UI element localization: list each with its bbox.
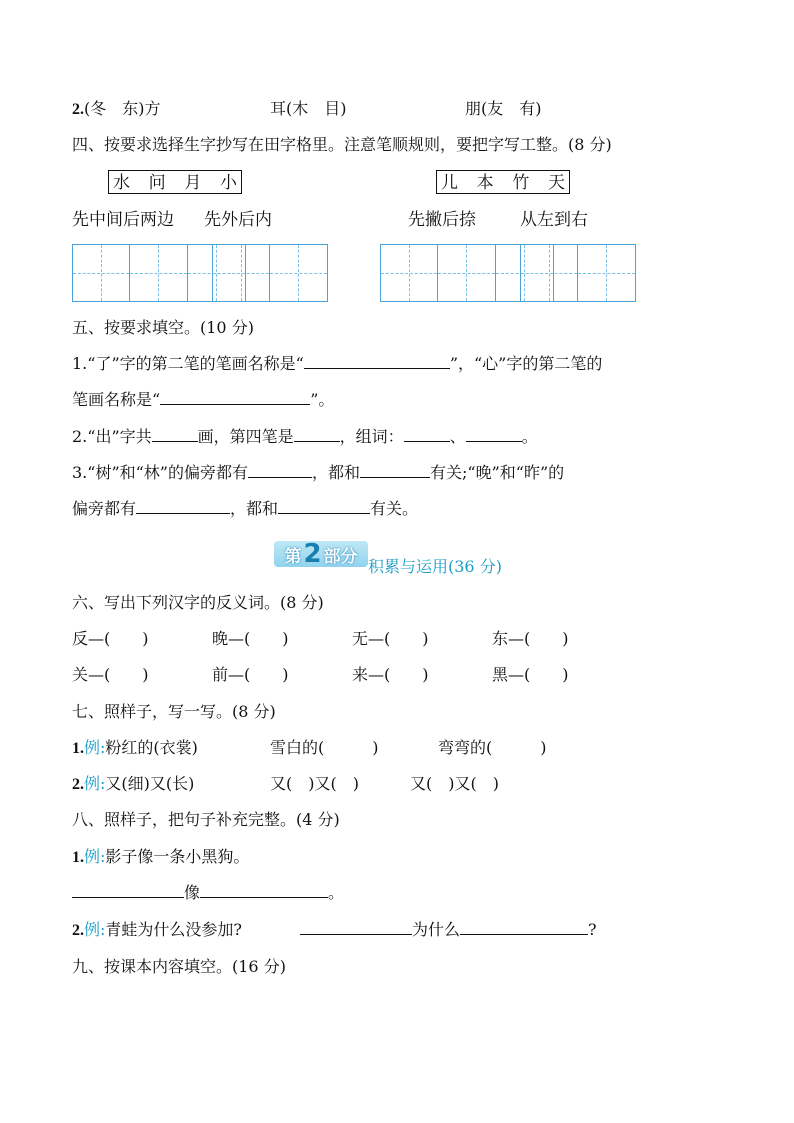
- section-8-title: 八、照样子，把句子补充完整。(4 分): [72, 810, 340, 829]
- char: 问: [148, 173, 166, 193]
- answer-blank[interactable]: [300, 918, 412, 935]
- answer-blank[interactable]: [460, 918, 588, 935]
- antonym-item: 反—( ): [72, 629, 149, 648]
- s7-q2-c: 又( )又( ): [410, 774, 499, 793]
- answer-blank[interactable]: [278, 497, 370, 514]
- q-number: 2.: [72, 101, 84, 118]
- s7-q1-c: 弯弯的( ): [438, 738, 547, 757]
- option-a: (冬 东)方: [84, 99, 161, 118]
- part-number: 2: [303, 539, 322, 569]
- char: 儿: [441, 173, 458, 193]
- answer-blank[interactable]: [72, 881, 184, 898]
- part-2-subtitle: 积累与运用(36 分): [368, 557, 502, 576]
- grid-cell[interactable]: [521, 245, 578, 301]
- answer-blank[interactable]: [294, 425, 340, 442]
- s7-q2: 2.例:又(细)又(长): [72, 774, 195, 793]
- answer-blank[interactable]: [200, 881, 328, 898]
- antonym-item: 来—( ): [352, 665, 429, 684]
- example-label: 例:: [84, 738, 106, 757]
- s7-q2-b: 又( )又( ): [270, 774, 359, 793]
- s5-q1-line2: 笔画名称是“ ”。: [72, 390, 335, 409]
- s8-q2-answer: 为什么 ?: [300, 918, 597, 942]
- s7-q1-b: 雪白的( ): [270, 738, 379, 757]
- example-label: 例:: [84, 774, 106, 793]
- stroke-rule-2: 先外后内: [204, 210, 272, 230]
- grid-cell[interactable]: [578, 245, 635, 301]
- s5-q3-line1: 3.“树”和“林”的偏旁都有 ，都和 有关;“晚”和“昨”的: [72, 463, 565, 482]
- antonym-item: 东—( ): [492, 629, 569, 648]
- tianzige-grid-7[interactable]: [578, 244, 636, 302]
- char-box-2: [436, 170, 570, 194]
- char: 小: [219, 173, 237, 193]
- grid-cell[interactable]: [270, 245, 327, 301]
- part-2-banner: 第 2 部分: [274, 541, 368, 567]
- s8-q1-answer: 像 。: [72, 881, 344, 905]
- answer-blank[interactable]: [152, 425, 198, 442]
- grid-cell[interactable]: [213, 245, 270, 301]
- s5-q3-line2: 偏旁都有 ，都和 有关。: [72, 499, 419, 518]
- grid-cell[interactable]: [73, 245, 130, 301]
- tianzige-grid-3[interactable]: [212, 244, 328, 302]
- option-c: 朋(友 有): [465, 99, 542, 118]
- answer-blank[interactable]: [304, 352, 450, 369]
- grid-cell[interactable]: [438, 245, 496, 301]
- section-7-title: 七、照样子，写一写。(8 分): [72, 702, 276, 721]
- antonym-item: 前—( ): [212, 665, 289, 684]
- s8-q2: 2.例:青蛙为什么没参加?: [72, 920, 242, 939]
- grid-cell[interactable]: [130, 245, 188, 301]
- char: 竹: [512, 173, 530, 193]
- char: 水: [113, 173, 130, 193]
- stroke-rule-3: 先撇后捺: [408, 210, 476, 230]
- section-4-title: 四、按要求选择生字抄写在田字格里。注意笔顺规则，要把字写工整。(8 分): [72, 135, 612, 154]
- example-label: 例:: [84, 847, 106, 866]
- antonym-item: 关—( ): [72, 665, 149, 684]
- stroke-rule-1: 先中间后两边: [72, 210, 174, 230]
- answer-blank[interactable]: [248, 461, 312, 478]
- example-label: 例:: [84, 920, 106, 939]
- answer-blank[interactable]: [466, 425, 522, 442]
- q-2-line: [72, 97, 161, 122]
- char: 天: [547, 173, 565, 193]
- antonym-item: 无—( ): [352, 629, 429, 648]
- char: 本: [476, 173, 494, 193]
- char: 月: [184, 173, 202, 193]
- section-6-title: 六、写出下列汉字的反义词。(8 分): [72, 593, 324, 612]
- stroke-rule-4: 从左到右: [520, 210, 588, 230]
- s7-q1: 1.例:粉红的(衣裳): [72, 738, 198, 757]
- answer-blank[interactable]: [360, 461, 430, 478]
- answer-blank[interactable]: [136, 497, 230, 514]
- section-9-title: 九、按课本内容填空。(16 分): [72, 957, 286, 976]
- antonym-item: 黑—( ): [492, 665, 569, 684]
- s8-q1: 1.例:影子像一条小黑狗。: [72, 847, 250, 866]
- answer-blank[interactable]: [160, 388, 310, 405]
- antonym-item: 晚—( ): [212, 629, 289, 648]
- char-box-1: [108, 170, 242, 194]
- section-5-title: 五、按要求填空。(10 分): [72, 318, 254, 337]
- s5-q2: 2.“出”字共 画，第四笔是 ，组词： 、 。: [72, 427, 538, 446]
- s5-q1-line1: 1.“了”字的第二笔的笔画名称是“ ”，“心”字的第二笔的: [72, 354, 603, 373]
- option-b: 耳(木 目): [270, 99, 347, 118]
- grid-cell[interactable]: [381, 245, 438, 301]
- answer-blank[interactable]: [404, 425, 450, 442]
